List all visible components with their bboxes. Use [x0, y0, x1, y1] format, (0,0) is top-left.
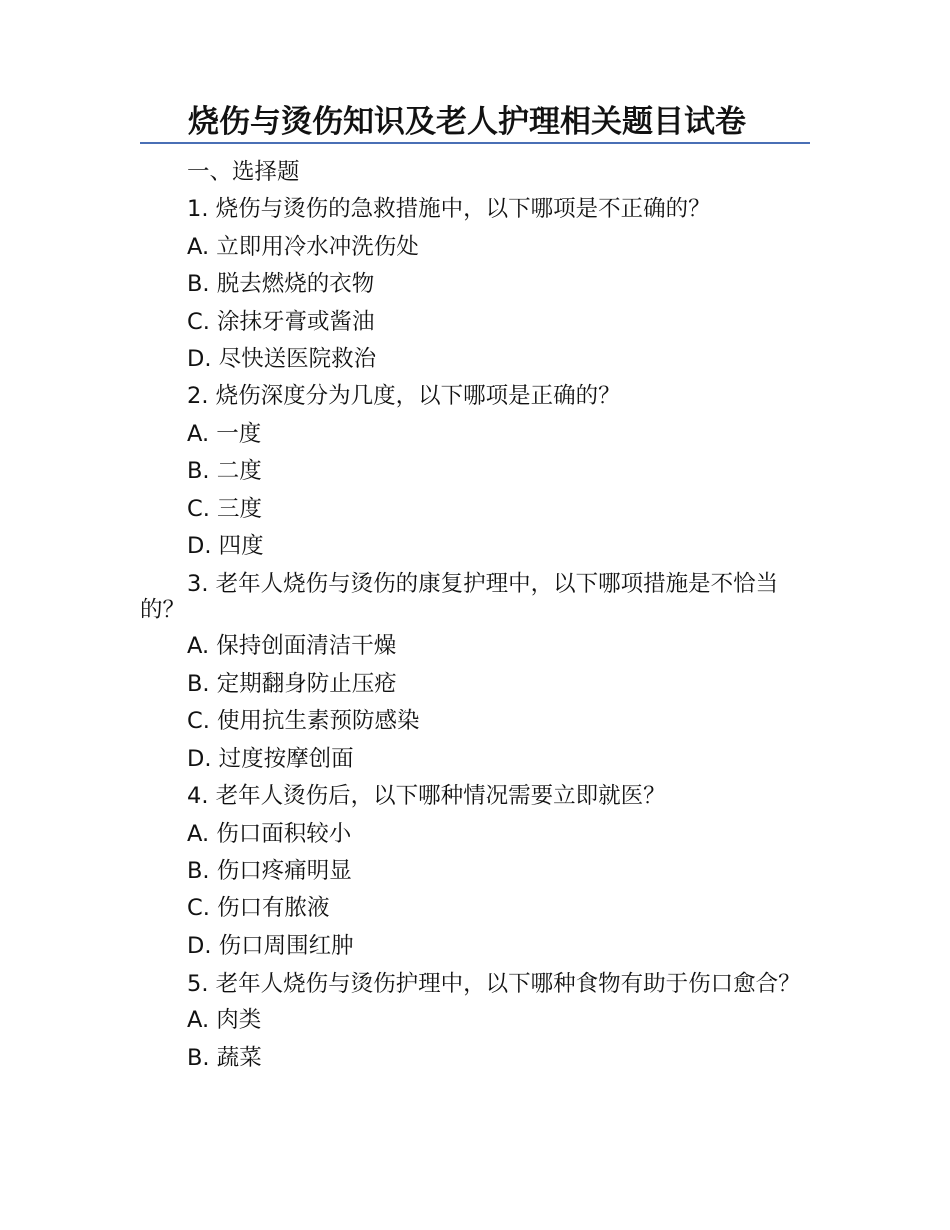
option-item: A. 肉类: [187, 1007, 262, 1034]
exam-content: [140, 154, 812, 1077]
option-item: A. 保持创面清洁干燥: [187, 633, 397, 660]
title-block: [140, 100, 810, 144]
question-4: [140, 778, 812, 965]
option-item: B. 二度: [187, 458, 262, 485]
option-item: B. 定期翻身防止压疮: [187, 670, 397, 697]
question-text: 5. 老年人烧伤与烫伤护理中，以下哪种食物有助于伤口愈合？: [187, 971, 801, 998]
question-1: [140, 191, 812, 378]
question-text: 4. 老年人烫伤后，以下哪种情况需要立即就医？: [187, 783, 666, 810]
question-3: [140, 565, 812, 778]
option-item: C. 涂抹牙膏或酱油: [187, 308, 375, 335]
option-item: C. 伤口有脓液: [187, 895, 330, 922]
option-item: D. 四度: [187, 533, 264, 560]
option-item: A. 一度: [187, 420, 262, 447]
option-item: C. 使用抗生素预防感染: [187, 708, 420, 735]
option-item: D. 尽快送医院救治: [187, 346, 377, 373]
option-item: B. 蔬菜: [187, 1044, 262, 1071]
question-5: [140, 965, 812, 1077]
option-item: B. 脱去燃烧的衣物: [187, 271, 375, 298]
option-item: C. 三度: [187, 495, 263, 522]
option-item: B. 伤口疼痛明显: [187, 857, 352, 884]
option-item: A. 立即用冷水冲洗伤处: [187, 233, 419, 260]
question-text: 3. 老年人烧伤与烫伤的康复护理中，以下哪项措施是不恰当的？: [140, 571, 779, 624]
section-heading: 一、选择题: [187, 159, 300, 185]
option-item: D. 伤口周围红肿: [187, 932, 354, 959]
question-text: 2. 烧伤深度分为几度，以下哪项是正确的？: [187, 383, 621, 410]
question-2: [140, 378, 812, 565]
option-item: A. 伤口面积较小: [187, 820, 352, 847]
page-title: 烧伤与烫伤知识及老人护理相关题目试卷: [188, 104, 746, 140]
question-text: 1. 烧伤与烫伤的急救措施中，以下哪项是不正确的？: [187, 196, 711, 223]
option-item: D. 过度按摩创面: [187, 745, 354, 772]
